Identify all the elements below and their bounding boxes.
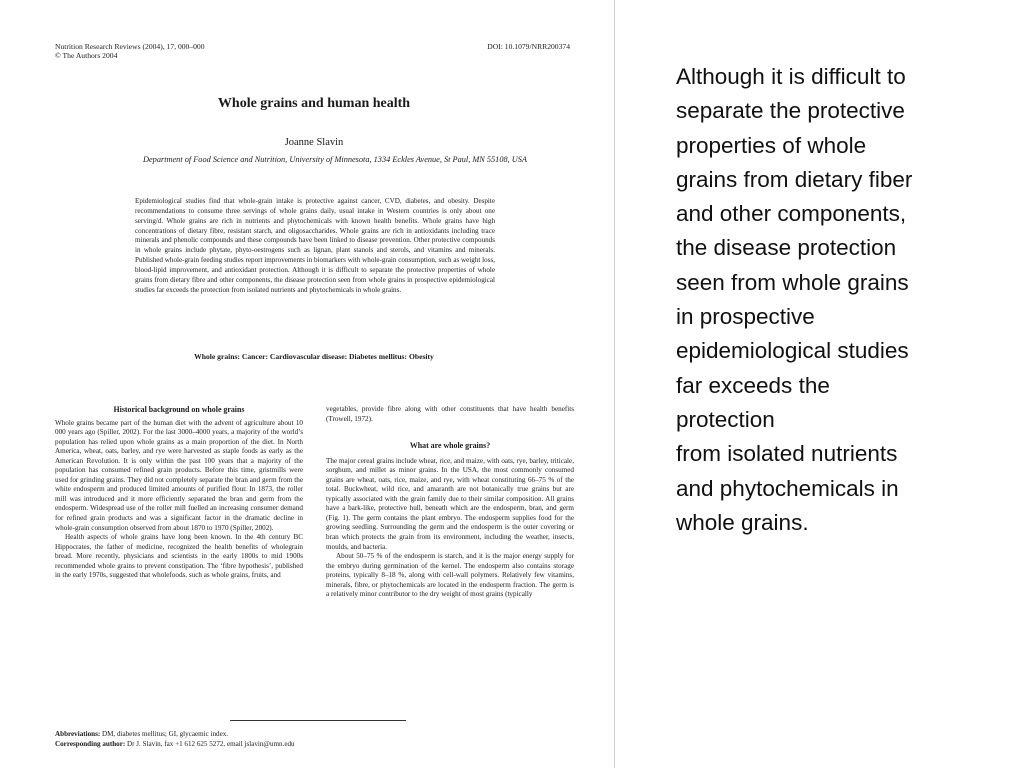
keywords: Whole grains: Cancer: Cardiovascular disease: Diabetes mellitus: Obesity: [194, 352, 434, 361]
abbreviations-label: Abbreviations:: [55, 730, 101, 738]
callout-line: epidemiological studies: [676, 338, 909, 364]
history-paragraph-2: Health aspects of whole grains have long been known. In the 4th century BC Hippocrates, the father of medicine, recognized the health benefits of wholegrain bread. More recently, physicians and scientists in the early 1800s to mid 1900s recommended whole grains to prevent constipation. The ‘fibre hypothesis’, published in the early 1970s, suggested that wholefoods, such as whole grains, fruits, and: [55, 533, 303, 580]
callout-line: properties of whole: [676, 132, 867, 158]
whole-grains-paragraph-1: The major cereal grains include wheat, rice, and maize, with oats, rye, barley, triticale, sorghum, and millet as minor grains. In the USA, the most commonly consumed grains are wheat, oats, rice, maize, and rye, with wheat constituting 66–75 % of the total. Buckwheat, wild rice, and amaranth are not botanically true grains but are typically associated with the grain family due to their similar composition. All grains have a bark-like, protective hull, beneath which are the endosperm, bran, and germ (Fig. 1). The germ contains the plant embryo. The endosperm supplies food for the growing seedling. Surrounding the germ and the endosperm is the outer covering or bran which protects the grain from its environment, including the weather, insects, moulds, and bacteria.: [326, 456, 574, 551]
abstract: Epidemiological studies find that whole-grain intake is protective against cancer, CVD, diabetes, and obesity. Despite recommendations to consume three servings of whole grains daily, usual intake in Western countries is only about one serving/d. Whole grains are rich in nutrients and phytochemicals with known health benefits. Whole grains have high concentrations of dietary fibre, resistant starch, and oligosaccharides. Whole grains are rich in antioxidants including trace minerals and phenolic compounds and these compounds have been linked to disease prevention. Other protective compounds in whole grains include phytate, phyto-oestrogens such as lignan, plant stanols and sterols, and vitamins and minerals. Published whole-grain feeding studies report improvements in biomarkers with whole-grain consumption, such as weight loss, blood-lipid improvement, and antioxidant protection. Although it is difficult to separate the protective properties of whole grains from dietary fibre and other components, the disease protection seen from whole grains in prospective epidemiological studies far exceeds the protection from isolated nutrients and phytochemicals in whole grains.: [135, 197, 495, 294]
callout-line: in prospective: [676, 304, 815, 330]
left-column: [55, 405, 303, 581]
callout-line: the disease protection: [676, 235, 897, 261]
abbreviations-footnote: [55, 730, 595, 740]
abbreviations-text: DM, diabetes mellitus; GI, glycaemic index.: [101, 730, 229, 738]
corresponding-author-text: Dr J. Slavin, fax +1 612 625 5272, email jslavin@umn.edu: [127, 739, 295, 748]
right-column: [326, 405, 574, 600]
callout-line: and phytochemicals in: [676, 475, 899, 501]
callout-line: protection: [676, 406, 775, 432]
paper-title: Whole grains and human health: [217, 96, 411, 111]
journal-citation: Nutrition Research Reviews (2004), 17, 000–000: [55, 42, 205, 51]
callout-line: grains from dietary fiber: [676, 166, 913, 192]
doi-line: DOI: 10.1079/NRR200374: [487, 42, 570, 51]
author-affiliation: Department of Food Science and Nutrition, University of Minnesota, 1334 Eckles Avenue, St Paul, MN 55108, USA: [143, 155, 527, 164]
section-heading-history: Historical background on whole grains: [113, 405, 245, 414]
corresponding-author-footnote: [55, 740, 595, 750]
callout-line: Although it is difficult to: [676, 64, 906, 89]
footnote-divider: [230, 720, 406, 721]
footnotes: [55, 730, 595, 749]
corresponding-author-label: Corresponding author:: [55, 739, 126, 748]
callout-line: whole grains.: [676, 509, 809, 535]
quote-callout: [676, 60, 986, 540]
callout-line: and other components,: [676, 201, 907, 227]
callout-line: from isolated nutrients: [676, 441, 898, 467]
section-heading-what-are-whole-grains: What are whole grains?: [409, 441, 491, 451]
copyright-line: © The Authors 2004: [55, 51, 118, 60]
callout-line: seen from whole grains: [676, 269, 909, 295]
callout-line: far exceeds the: [676, 372, 830, 398]
history-paragraph-1: Whole grains became part of the human diet with the advent of agriculture about 10 000 years ago (Spiller, 2002). For the last 3000–4000 years, a majority of the world’s population has relied upon whole grains as a main proportion of the diet. In North America, wheat, oats, barley, and rye were harvested as staple foods as early as the American Revolution. It is only within the past 100 years that a majority of the population has consumed refined grain products. Before this time, gristmills were used for grinding grains. They did not completely separate the bran and germ from the white endosperm and produced limited amounts of purified flour. In 1873, the roller mill was introduced and it more efficiently separated the bran and germ from the endosperm. Widespread use of the roller mill fuelled an increasing consumer demand for refined grain products and was a significant factor in the dramatic decline in whole-grain consumption observed from about 1870 to 1970 (Spiller, 2002).: [55, 418, 303, 532]
history-continuation: vegetables, provide fibre along with other constituents that have health benefits (Trowell, 1972).: [326, 405, 574, 423]
callout-line: separate the protective: [676, 98, 905, 124]
paper-author: Joanne Slavin: [284, 137, 344, 148]
whole-grains-paragraph-2: About 50–75 % of the endosperm is starch, and it is the major energy supply for the embryo during germination of the kernel. The endosperm also contains storage proteins, typically 8–18 %, along with cell-wall polymers. Relatively few vitamins, minerals, fibre, or phytochemicals are located in the endosperm fraction. The germ is a relatively minor contributor to the dry weight of most grains (typically: [326, 552, 574, 599]
